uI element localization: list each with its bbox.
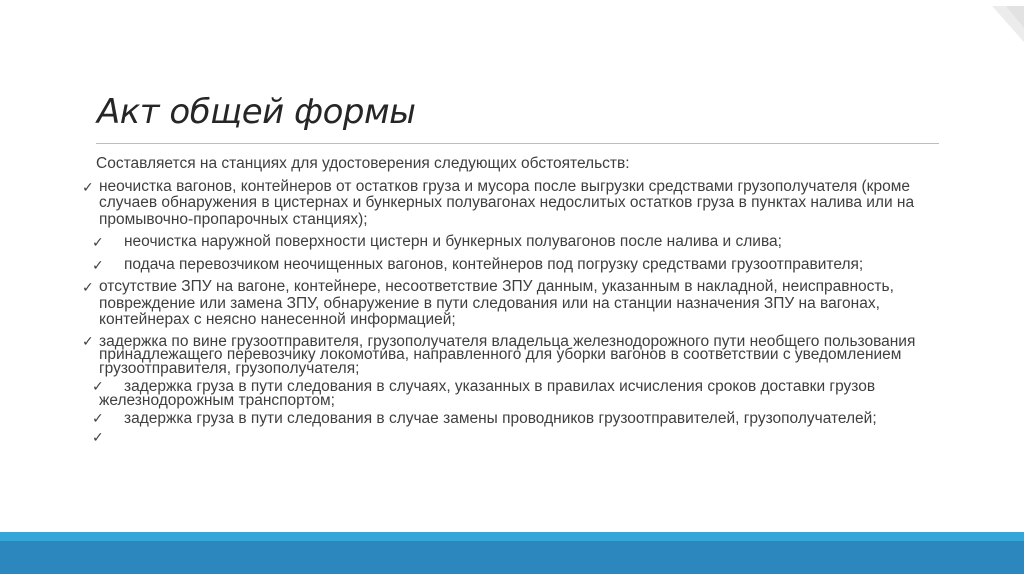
checkmark-icon: ✓ (82, 332, 94, 349)
slide-body (82, 150, 942, 445)
checkmark-icon: ✓ (92, 428, 104, 445)
list-item (82, 257, 942, 274)
list-item-text: задержка груза в пути следования в случае замены проводников грузоотправителей, грузополучателей; (124, 410, 877, 427)
intro-text: Составляется на станциях для удостоверения следующих обстоятельств: (96, 155, 630, 172)
footer-band-dark (0, 541, 1024, 574)
list-item-text: неочистка наружной поверхности цистерн и бункерных полувагонов после налива и слива; (124, 233, 782, 250)
footer-band-light (0, 532, 1024, 541)
title-divider (96, 143, 939, 144)
checkmark-icon: ✓ (92, 410, 104, 426)
checkmark-icon: ✓ (92, 256, 104, 273)
checkmark-icon: ✓ (92, 234, 104, 250)
list-item (82, 412, 942, 426)
checkmark-icon: ✓ (82, 178, 94, 195)
list-item-text: подача перевозчиком неочищенных вагонов, контейнеров под погрузку средствами грузоотправителя; (124, 255, 864, 273)
slide-title: Акт общей формы (97, 92, 416, 132)
list-item-text: задержка груза в пути следования в случаях, указанных в правилах исчисления сроков доставки грузов железнодорожным транспортом; (99, 378, 876, 409)
list-item (82, 234, 942, 251)
corner-decoration (984, 6, 1024, 42)
list-item (82, 179, 942, 229)
list-item-text: задержка по вине грузоотправителя, грузополучателя владельца железнодорожного пути необщего пользования принадлежащего перевозчику локомотива, направленного для уборки вагонов в соответствии с уведомлением грузоотправителя, грузополучателя; (99, 332, 916, 377)
list-item (82, 380, 942, 407)
list-item (82, 332, 942, 377)
list-item-text: отсутствие ЗПУ на вагоне, контейнере, несоответствие ЗПУ данным, указанным в накладной, неисправность, повреждение или замена ЗПУ, обнаружение в пути следования или на станции назначения ЗПУ на вагонах, контейнерах с неясно нанесенной информацией; (99, 278, 894, 328)
list-item (82, 279, 942, 329)
checkmark-icon: ✓ (92, 378, 104, 394)
checkmark-icon: ✓ (82, 279, 94, 295)
list-item-text: неочистка вагонов, контейнеров от остатков груза и мусора после выгрузки средствами грузополучателя (кроме случаев обнаружения в цистернах и бункерных полувагонах недослитых остатков груза в пунктах налива или на промывочно-пропарочных станциях); (99, 177, 915, 228)
